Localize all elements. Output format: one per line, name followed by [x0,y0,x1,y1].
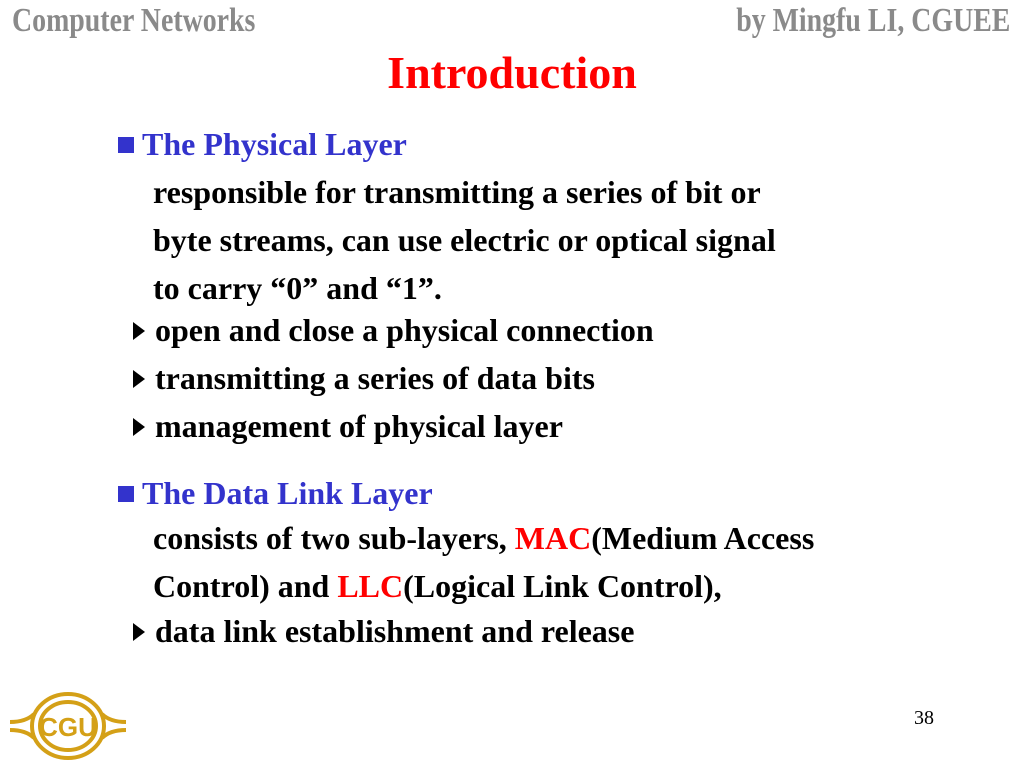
course-header: Computer Networks [12,2,256,39]
description-line [153,514,814,562]
bullet-text: management of physical layer [155,408,563,444]
description-line [153,562,814,610]
description-text: Control) and [153,568,338,604]
datalink-layer-description [153,514,814,610]
slide-title: Introduction [387,47,637,98]
bullet-text: transmitting a series of data bits [155,360,595,396]
description-line: responsible for transmitting a series of bit or [153,174,761,210]
square-bullet-icon [118,486,134,502]
triangle-bullet-icon [133,418,145,436]
mac-expansion: (Medium Access [591,520,815,556]
page-number: 38 [914,707,934,729]
llc-expansion: (Logical Link Control), [403,568,722,604]
bullet-item [133,314,654,346]
physical-layer-description [153,168,776,312]
triangle-bullet-icon [133,370,145,388]
section-heading-physical [118,128,407,160]
section-heading-label: The Data Link Layer [142,475,433,511]
description-line: byte streams, can use electric or optical signal [153,222,776,258]
mac-term: MAC [514,520,592,556]
logo-text: CGU [39,712,97,742]
section-heading-datalink [118,477,433,509]
description-text: consists of two sub-layers, [153,520,515,556]
square-bullet-icon [118,137,134,153]
llc-term: LLC [337,568,404,604]
triangle-bullet-icon [133,623,145,641]
bullet-item [133,362,595,394]
triangle-bullet-icon [133,322,145,340]
author-header: by Mingfu LI, CGUEE [735,2,1010,39]
bullet-text: data link establishment and release [155,613,635,649]
section-heading-label: The Physical Layer [142,126,407,162]
bullet-text: open and close a physical connection [155,312,654,348]
bullet-item [133,615,634,647]
cgu-logo-icon [6,686,130,769]
bullet-item [133,410,563,442]
description-line: to carry “0” and “1”. [153,270,442,306]
